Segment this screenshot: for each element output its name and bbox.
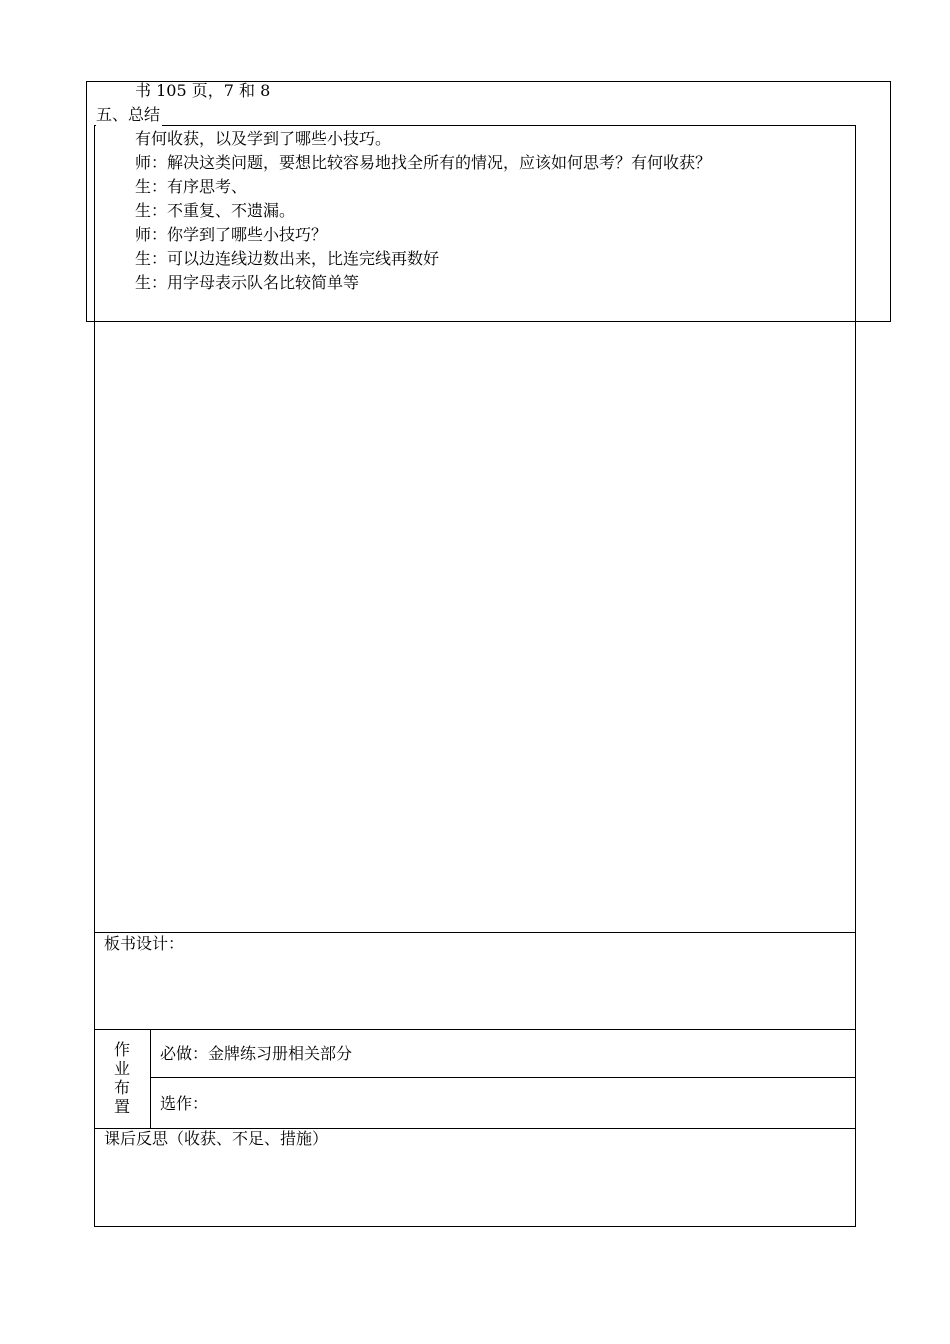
homework-label-char: 布 (113, 1078, 130, 1097)
lesson-line: 生：不重复、不遗漏。 (135, 201, 296, 220)
page-reference: 书 105 页，7 和 8 (135, 81, 271, 100)
board-design-divider (94, 932, 856, 933)
homework-label-char: 业 (113, 1059, 130, 1078)
section-title: 五、总结 (96, 105, 161, 124)
homework-required: 必做：金牌练习册相关部分 (160, 1044, 353, 1063)
lesson-line: 生：有序思考、 (135, 177, 248, 196)
lesson-line: 师：你学到了哪些小技巧？ (135, 225, 328, 244)
lesson-line: 生：用字母表示队名比较简单等 (135, 273, 360, 292)
homework-label-divider (150, 1029, 151, 1128)
homework-row-divider (150, 1077, 856, 1078)
homework-label-char: 置 (113, 1097, 130, 1116)
lesson-line: 师：解决这类问题，要想比较容易地找全所有的情况，应该如何思考？有何收获？ (135, 153, 712, 172)
homework-label-char: 作 (113, 1040, 130, 1059)
reflection-label: 课后反思（收获、不足、措施） (104, 1129, 329, 1148)
lesson-line: 生：可以边连线边数出来，比连完线再数好 (135, 249, 440, 268)
homework-divider-top (94, 1029, 856, 1030)
homework-optional: 选作： (160, 1094, 209, 1113)
board-design-label: 板书设计： (104, 934, 185, 953)
lesson-line: 有何收获，以及学到了哪些小技巧。 (135, 129, 392, 148)
